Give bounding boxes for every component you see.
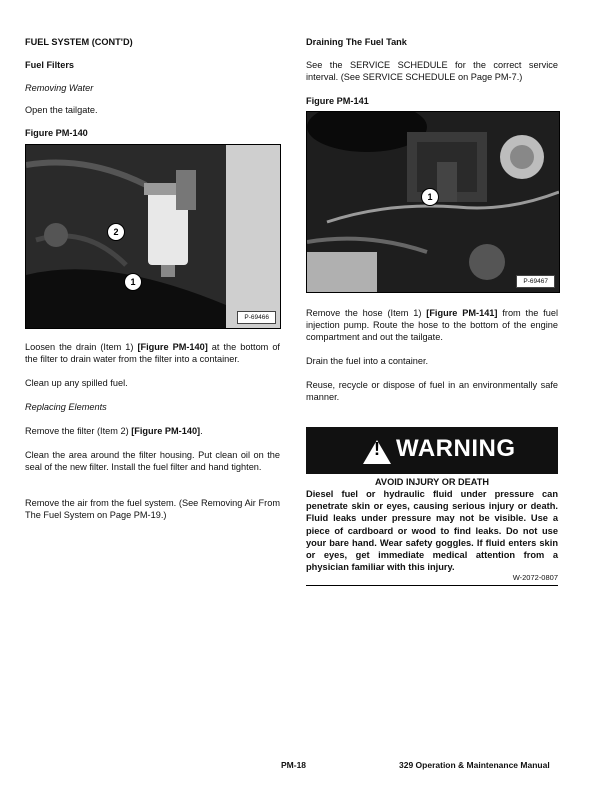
remove-air-text: Remove the air from the fuel system. (See Removing Air From The Fuel System on Page PM-19.): [25, 498, 280, 521]
removing-water-heading: Removing Water: [25, 83, 94, 93]
callout-2: 2: [107, 223, 125, 241]
figure-code: P-69466: [237, 311, 276, 324]
page-number: PM-18: [281, 760, 307, 770]
figure-pm141-photo: [306, 111, 560, 293]
figure-ref: [Figure PM-140]: [131, 426, 201, 436]
figure-pm140-label: Figure PM-140: [25, 128, 88, 138]
loosen-drain-text: Loosen the drain (Item 1) [Figure PM-140] at the bottom of the filter to drain water from the filter into a container.: [25, 342, 280, 365]
callout-1: 1: [421, 188, 439, 206]
clean-area-text: Clean the area around the filter housing. Put clean oil on the seal of the new filter. Install the fuel filter and hand tighten.: [25, 450, 280, 473]
draining-title: Draining The Fuel Tank: [306, 37, 407, 47]
warning-heading: AVOID INJURY OR DEATH: [374, 477, 489, 487]
figure-ref: [Figure PM-140]: [137, 342, 208, 352]
drain-fuel-text: Drain the fuel into a container.: [306, 356, 429, 366]
see-schedule-text: See the SERVICE SCHEDULE for the correct service interval. (See SERVICE SCHEDULE on Page PM-7.): [306, 60, 558, 83]
replacing-elements-heading: Replacing Elements: [25, 402, 107, 412]
subsection-title: Fuel Filters: [25, 60, 75, 70]
figure-code: P-69467: [516, 275, 555, 288]
figure-ref: [Figure PM-141]: [426, 308, 498, 318]
remove-hose-text: Remove the hose (Item 1) [Figure PM-141] from the fuel injection pump. Route the hose to the bottom of the engine compartment and out the tailgate.: [306, 308, 558, 343]
warning-code: W-2072-0807: [512, 573, 558, 582]
callout-1: 1: [124, 273, 142, 291]
warning-divider: [306, 585, 558, 586]
warning-title: WARNING: [396, 435, 516, 462]
manual-title: 329 Operation & Maintenance Manual: [399, 760, 550, 770]
figure-pm141-label: Figure PM-141: [306, 96, 369, 106]
figure-pm140-photo: [25, 144, 281, 329]
open-tailgate-text: Open the tailgate.: [25, 105, 98, 115]
remove-filter-text: Remove the filter (Item 2) [Figure PM-140].: [25, 426, 203, 436]
fuel-filter-photo: [26, 145, 280, 328]
warning-banner: [306, 427, 558, 474]
warning-exclamation: !: [374, 439, 380, 459]
section-title: FUEL SYSTEM (CONT'D): [25, 37, 133, 47]
clean-spilled-text: Clean up any spilled fuel.: [25, 378, 128, 388]
warning-body: Diesel fuel or hydraulic fluid under pressure can penetrate skin or eyes, causing serious injury or death. Fluid leaks under pressure may not be visible. Use a piece of cardboard or wood to find leaks. Do not use your bare hand. Wear safety goggles. If fluid enters skin or eyes, get immediate medical attention from a physician familiar with this injury.: [306, 489, 558, 573]
reuse-text: Reuse, recycle or dispose of fuel in an environmentally safe manner.: [306, 380, 558, 403]
